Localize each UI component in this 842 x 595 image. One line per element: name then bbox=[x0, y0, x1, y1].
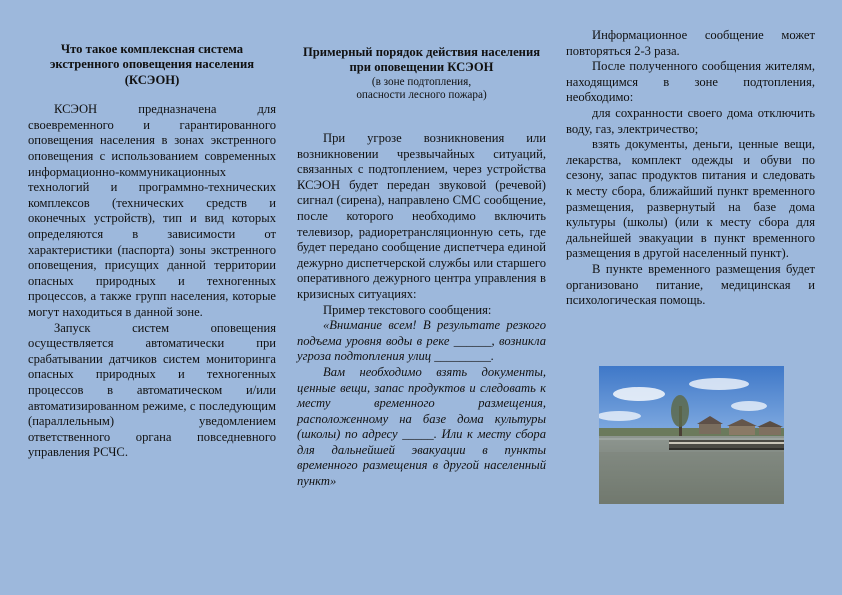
paragraph-take-items: взять документы, деньги, ценные вещи, лекарства, комплект одежды и обуви по сезону, запас продуктов питания и следовать к месту сбора, ближайший пункт временного размещения, развернутый на базе дома культуры (школы) (или к месту сбора для дальнейшей эвакуации в пункт временного размещения в другой населенный пункт). bbox=[566, 137, 815, 261]
column-action-order bbox=[297, 45, 546, 490]
paragraph-example-label: Пример текстового сообщения: bbox=[323, 302, 492, 317]
paragraph-purpose: КСЭОН предназначена для своевременного и гарантированного оповещения населения в зонах экстренного оповещения с использованием современных информационно-коммуникационных технологий и программно-технических комплексов (технических средств и оконечных устройств), тип и вид которых определяются в зависимости от характеристики (паспорта) зоны экстренного оповещения, присущих данной территории опасных природных и техногенных процессов, а также групп населения, которые могут находиться в данной зоне. bbox=[28, 102, 276, 319]
paragraph-shelter: В пункте временного размещения будет организовано питание, медицинская и психологическая помощь. bbox=[566, 261, 815, 308]
paragraph-utilities: для сохранности своего дома отключить воду, газ, электричество; bbox=[566, 105, 815, 136]
column-instructions bbox=[566, 28, 815, 309]
flood-photo bbox=[599, 366, 784, 504]
paragraph-launch: Запуск систем оповещения осуществляется автоматически при срабатывании датчиков систем мониторинга опасных природных и техногенных процессов в автоматическом и/или автоматизированном режиме, с последующим (параллельным) уведомлением ответственного органа повседневного управления РСЧС. bbox=[28, 320, 276, 460]
section-title-action-order: Примерный порядок действия населения при оповещении КСЭОН bbox=[302, 45, 541, 75]
paragraph-threat: При угрозе возникновения или возникновении чрезвычайных ситуаций, связанных с подтоплением, через устройства КСЭОН будет передан звуковой (речевой) сигнал (сирена), направлено СМС сообщение, после которого необходимо включить телевизор, радиоретрансляционную сеть, где будет передано сообщение диспетчера единой дежурно диспетчерской службы или старшего оперативного дежурного центра управления в кризисных ситуациях: bbox=[297, 131, 546, 301]
paragraph-example-message-1: «Внимание всем! В результате резкого подъема уровня воды в реке ______, возникла угроза подтопления улиц _________. bbox=[297, 318, 546, 364]
section-subtitle-line2: опасности лесного пожара) bbox=[356, 89, 487, 102]
section-title-what-is-ksean: Что такое комплексная система экстренного оповещения населения (КСЭОН) bbox=[49, 42, 255, 87]
paragraph-repeat: Информационное сообщение может повторяться 2-3 раза. bbox=[566, 28, 815, 58]
paragraph-after-message: После полученного сообщения жителям, находящимся в зоне подтопления, необходимо: bbox=[566, 59, 815, 105]
paragraph-example-message-2: Вам необходимо взять документы, ценные вещи, запас продуктов и следовать к месту временного размещения, расположенному на базе дома культуры (школы) по адресу _____. Или к месту сбора для дальнейшей эвакуации в пункты временного размещения в другой населенный пункт» bbox=[297, 364, 546, 489]
column-ksean-description bbox=[28, 42, 276, 461]
section-subtitle-line1: (в зоне подтопления, bbox=[371, 75, 472, 88]
